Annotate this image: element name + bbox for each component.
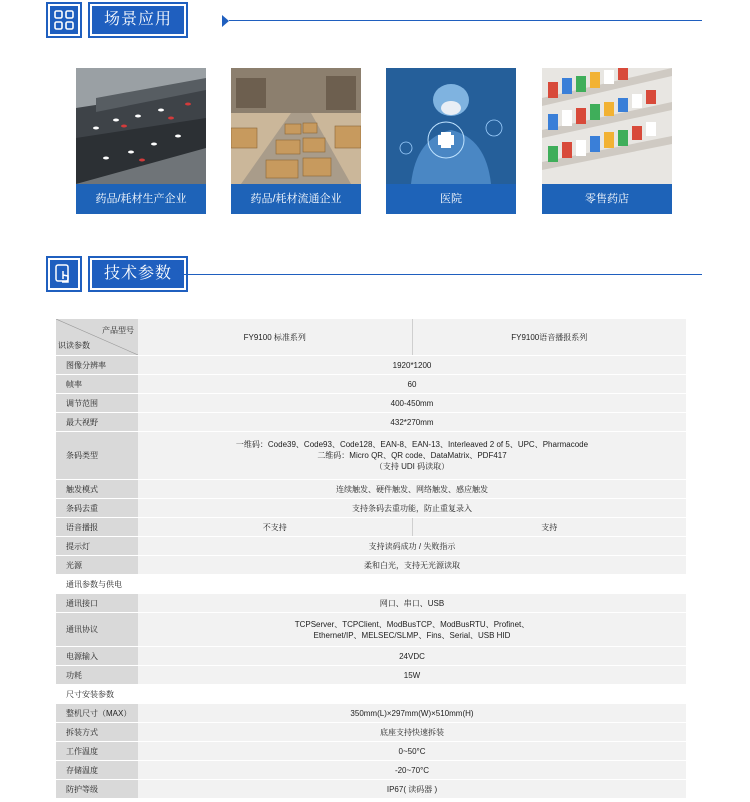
scene-caption: 药品/耗材流通企业 [231,184,361,214]
table-row [56,761,686,780]
table-row [56,356,686,375]
scene-caption: 零售药店 [542,184,672,214]
row-key: 条码去重 [56,499,138,518]
divider [184,274,702,275]
scene-card-pharmacy [542,68,672,214]
group-row [56,685,686,704]
group-title: 尺寸安装参数 [56,685,686,704]
divider [229,20,702,21]
row-key: 通讯接口 [56,594,138,613]
scene-image [76,68,206,184]
row-value: 1920*1200 [138,356,686,375]
table-row [56,780,686,799]
table-row [56,413,686,432]
group-title: 通讯参数与供电 [56,575,686,594]
grid-icon [46,2,82,38]
table-row [56,480,686,499]
row-value: 支持 [412,518,686,537]
row-key: 防护等级 [56,780,138,799]
row-value: -20~70°C [138,761,686,780]
row-key: 图像分辨率 [56,356,138,375]
scene-image [542,68,672,184]
barcode-udi: （支持 UDI 码读取） [374,462,450,471]
row-key: 条码类型 [56,432,138,480]
table-row [56,613,686,647]
row-value: 柔和白光，支持无光源读取 [138,556,686,575]
row-key: 电源输入 [56,647,138,666]
scene-image [386,68,516,184]
spec-table [56,319,686,799]
row-value: 24VDC [138,647,686,666]
table-row [56,723,686,742]
table-row [56,518,686,537]
scene-card-distribution [231,68,361,214]
corner-top-label: 产品型号 [102,326,134,335]
row-key: 功耗 [56,666,138,685]
section-title: 场景应用 [88,2,188,38]
protocol-line-2: Ethernet/IP、MELSEC/SLMP、Fins、Serial、USB HID [313,630,511,640]
scene-card-production [76,68,206,214]
row-key: 通讯协议 [56,613,138,647]
table-row [56,499,686,518]
table-row [56,394,686,413]
row-value [138,432,686,480]
scene-image [231,68,361,184]
column-header: FY9100 标准系列 [138,319,412,356]
section-header-specs [46,256,702,292]
row-value: 0~50°C [138,742,686,761]
scene-caption: 医院 [386,184,516,214]
table-row [56,432,686,480]
row-key: 调节范围 [56,394,138,413]
row-key: 光源 [56,556,138,575]
row-value: 60 [138,375,686,394]
row-value: 连续触发、硬件触发、网络触发、感应触发 [138,480,686,499]
row-value: 网口、串口、USB [138,594,686,613]
row-value: 不支持 [138,518,412,537]
row-value: 支持条码去重功能，防止重复录入 [138,499,686,518]
scene-card-hospital [386,68,516,214]
barcode-2d: 二维码：Micro QR、QR code、DataMatrix、PDF417 [317,451,507,460]
row-value: 432*270mm [138,413,686,432]
row-key: 工作温度 [56,742,138,761]
touch-icon [46,256,82,292]
corner-bottom-label: 识读参数 [58,341,90,350]
row-key: 语音播报 [56,518,138,537]
table-row [56,537,686,556]
arrow-icon [177,269,184,281]
table-row [56,375,686,394]
row-value: 底座支持快速拆装 [138,723,686,742]
row-key: 帧率 [56,375,138,394]
section-header-scenes [46,2,702,38]
section-title: 技术参数 [88,256,188,292]
table-row [56,594,686,613]
table-row [56,704,686,723]
arrow-icon [222,15,229,27]
row-value: IP67( 读码器 ) [138,780,686,799]
row-value: 400-450mm [138,394,686,413]
row-key: 最大视野 [56,413,138,432]
row-key: 拆装方式 [56,723,138,742]
barcode-1d: 一维码：Code39、Code93、Code128、EAN-8、EAN-13、Interleaved 2 of 5、UPC、Pharmacode [235,440,589,449]
column-header: FY9100语音播报系列 [412,319,686,356]
row-value [138,613,686,647]
row-key: 触发模式 [56,480,138,499]
group-row [56,575,686,594]
scene-caption: 药品/耗材生产企业 [76,184,206,214]
table-row [56,647,686,666]
table-row [56,666,686,685]
table-row [56,556,686,575]
row-value: 支持读码成功 / 失败指示 [138,537,686,556]
row-key: 整机尺寸（MAX） [56,704,138,723]
protocol-line-1: TCPServer、TCPClient、ModBusTCP、ModBusRTU、Profinet、 [294,619,530,629]
corner-cell [56,319,138,356]
row-value: 15W [138,666,686,685]
table-row [56,742,686,761]
table-header-row [56,319,686,356]
row-value: 350mm(L)×297mm(W)×510mm(H) [138,704,686,723]
row-key: 提示灯 [56,537,138,556]
row-key: 存储温度 [56,761,138,780]
